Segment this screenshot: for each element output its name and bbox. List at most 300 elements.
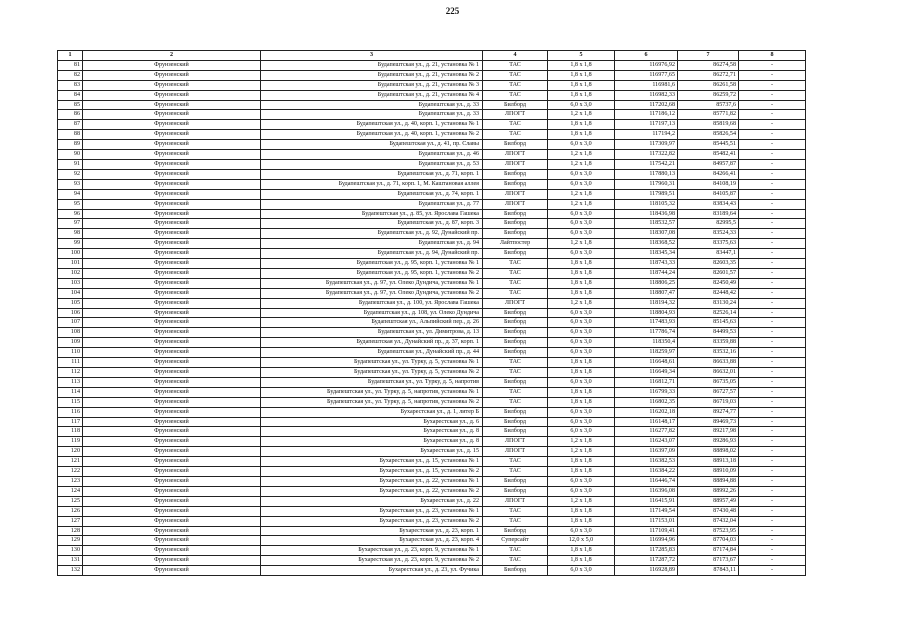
- structure-type-cell: Билборд: [483, 526, 548, 536]
- size-cell: 6,0 х 3,0: [548, 486, 615, 496]
- row-number: 104: [58, 288, 83, 298]
- table-row: [58, 546, 806, 556]
- address-cell: Будапештская ул., д. 53: [261, 159, 483, 169]
- size-cell: 6,0 х 3,0: [548, 328, 615, 338]
- coordinate-x-cell: 117960,31: [615, 179, 678, 189]
- note-cell: -: [739, 209, 806, 219]
- table-row: [58, 239, 806, 249]
- coordinate-y-cell: 89274,77: [678, 407, 739, 417]
- structure-type-cell: ТАС: [483, 358, 548, 368]
- row-number: 124: [58, 486, 83, 496]
- table-row: [58, 70, 806, 80]
- note-cell: -: [739, 80, 806, 90]
- note-cell: -: [739, 368, 806, 378]
- coordinate-x-cell: 117197,13: [615, 120, 678, 130]
- size-cell: 1,2 х 1,8: [548, 189, 615, 199]
- column-header: 5: [548, 51, 615, 61]
- district-cell: Фрунзенский: [83, 179, 261, 189]
- address-cell: Бухарестская ул., д. 23, ул. Фучика: [261, 566, 483, 576]
- structure-type-cell: ТАС: [483, 546, 548, 556]
- address-cell: Будапештская ул., д. 33: [261, 110, 483, 120]
- district-cell: Фрунзенский: [83, 159, 261, 169]
- coordinate-y-cell: 84105,87: [678, 189, 739, 199]
- structure-type-cell: ТАС: [483, 80, 548, 90]
- row-number: 112: [58, 368, 83, 378]
- column-header: 1: [58, 51, 83, 61]
- row-number: 81: [58, 60, 83, 70]
- note-cell: -: [739, 536, 806, 546]
- table-row: [58, 189, 806, 199]
- size-cell: 1,8 х 1,8: [548, 70, 615, 80]
- coordinate-x-cell: 116802,35: [615, 397, 678, 407]
- coordinate-x-cell: 116396,08: [615, 486, 678, 496]
- row-number: 106: [58, 308, 83, 318]
- coordinate-y-cell: 85445,51: [678, 140, 739, 150]
- district-cell: Фрунзенский: [83, 546, 261, 556]
- table-row: [58, 318, 806, 328]
- note-cell: -: [739, 496, 806, 506]
- address-cell: Бухарестская ул., д. 22, установка № 1: [261, 476, 483, 486]
- district-cell: Фрунзенский: [83, 566, 261, 576]
- address-cell: Будапештская ул., д. 87, корп. 3: [261, 219, 483, 229]
- row-number: 131: [58, 556, 83, 566]
- coordinate-x-cell: 117786,74: [615, 328, 678, 338]
- note-cell: -: [739, 447, 806, 457]
- size-cell: 1,8 х 1,8: [548, 368, 615, 378]
- district-cell: Фрунзенский: [83, 447, 261, 457]
- note-cell: -: [739, 150, 806, 160]
- note-cell: -: [739, 70, 806, 80]
- size-cell: 6,0 х 3,0: [548, 338, 615, 348]
- size-cell: 6,0 х 3,0: [548, 427, 615, 437]
- note-cell: -: [739, 308, 806, 318]
- size-cell: 1,2 х 1,8: [548, 496, 615, 506]
- coordinate-y-cell: 82526,14: [678, 308, 739, 318]
- table-row: [58, 417, 806, 427]
- column-header: 4: [483, 51, 548, 61]
- address-cell: Будапештская ул., д. 21, установка № 2: [261, 70, 483, 80]
- structure-type-cell: Билборд: [483, 338, 548, 348]
- row-number: 116: [58, 407, 83, 417]
- address-cell: Будапештская ул., д. 97, ул. Олеко Дундича, установка № 1: [261, 278, 483, 288]
- row-number: 83: [58, 80, 83, 90]
- table-row: [58, 288, 806, 298]
- note-cell: -: [739, 120, 806, 130]
- structure-type-cell: Лайтпостер: [483, 239, 548, 249]
- district-cell: Фрунзенский: [83, 259, 261, 269]
- district-cell: Фрунзенский: [83, 278, 261, 288]
- address-cell: Будапештская ул., д. 100, ул. Ярослава Гашека: [261, 298, 483, 308]
- address-cell: Будапештская ул., ул. Турку, д. 5, напротив: [261, 377, 483, 387]
- note-cell: -: [739, 437, 806, 447]
- structure-type-cell: ТАС: [483, 506, 548, 516]
- address-cell: Бухарестская ул., д. 23, установка № 2: [261, 516, 483, 526]
- table-row: [58, 457, 806, 467]
- size-cell: 6,0 х 3,0: [548, 229, 615, 239]
- address-cell: Будапештская ул., Дунайский пр., д. 44: [261, 348, 483, 358]
- row-number: 118: [58, 427, 83, 437]
- coordinate-x-cell: 116981,6: [615, 80, 678, 90]
- size-cell: 6,0 х 3,0: [548, 179, 615, 189]
- structure-type-cell: ТАС: [483, 397, 548, 407]
- table-row: [58, 199, 806, 209]
- address-cell: Будапештская ул., ул. Турку, д. 5, напротив, установка № 1: [261, 387, 483, 397]
- note-cell: -: [739, 387, 806, 397]
- address-cell: Будапештская ул., д. 92, Дунайский пр.: [261, 229, 483, 239]
- address-cell: Будапештская ул., д. 21, установка № 4: [261, 90, 483, 100]
- district-cell: Фрунзенский: [83, 407, 261, 417]
- structure-type-cell: ТАС: [483, 120, 548, 130]
- size-cell: 12,0 х 5,0: [548, 536, 615, 546]
- coordinate-y-cell: 84266,41: [678, 169, 739, 179]
- coordinate-x-cell: 116148,17: [615, 417, 678, 427]
- table-row: [58, 80, 806, 90]
- row-number: 84: [58, 90, 83, 100]
- table-row: [58, 150, 806, 160]
- row-number: 117: [58, 417, 83, 427]
- table-row: [58, 278, 806, 288]
- district-cell: Фрунзенский: [83, 397, 261, 407]
- table-row: [58, 90, 806, 100]
- row-number: 108: [58, 328, 83, 338]
- row-number: 115: [58, 397, 83, 407]
- size-cell: 6,0 х 3,0: [548, 526, 615, 536]
- coordinate-x-cell: 118105,32: [615, 199, 678, 209]
- note-cell: -: [739, 249, 806, 259]
- coordinate-x-cell: 116446,74: [615, 476, 678, 486]
- coordinate-y-cell: 86719,03: [678, 397, 739, 407]
- table-row: [58, 407, 806, 417]
- note-cell: -: [739, 278, 806, 288]
- size-cell: 1,8 х 1,8: [548, 120, 615, 130]
- row-number: 97: [58, 219, 83, 229]
- size-cell: 6,0 х 3,0: [548, 140, 615, 150]
- coordinate-y-cell: 89286,93: [678, 437, 739, 447]
- coordinate-y-cell: 84108,19: [678, 179, 739, 189]
- address-cell: Бухарестская ул., д. 6: [261, 417, 483, 427]
- size-cell: 6,0 х 3,0: [548, 348, 615, 358]
- note-cell: -: [739, 90, 806, 100]
- structure-type-cell: Билборд: [483, 100, 548, 110]
- structure-type-cell: ТАС: [483, 516, 548, 526]
- coordinate-x-cell: 116649,34: [615, 368, 678, 378]
- coordinate-x-cell: 118743,33: [615, 259, 678, 269]
- size-cell: 6,0 х 3,0: [548, 566, 615, 576]
- coordinate-y-cell: 87843,11: [678, 566, 739, 576]
- column-header: 3: [261, 51, 483, 61]
- size-cell: 1,2 х 1,8: [548, 110, 615, 120]
- structure-type-cell: Билборд: [483, 140, 548, 150]
- note-cell: -: [739, 457, 806, 467]
- row-number: 123: [58, 476, 83, 486]
- table-row: [58, 496, 806, 506]
- coordinate-y-cell: 83532,16: [678, 348, 739, 358]
- size-cell: 6,0 х 3,0: [548, 407, 615, 417]
- district-cell: Фрунзенский: [83, 110, 261, 120]
- advertising-structures-table: [57, 50, 806, 576]
- size-cell: 6,0 х 3,0: [548, 476, 615, 486]
- coordinate-y-cell: 88957,49: [678, 496, 739, 506]
- district-cell: Фрунзенский: [83, 70, 261, 80]
- table-row: [58, 397, 806, 407]
- note-cell: -: [739, 377, 806, 387]
- structure-type-cell: ТАС: [483, 387, 548, 397]
- row-number: 120: [58, 447, 83, 457]
- table-row: [58, 486, 806, 496]
- note-cell: -: [739, 239, 806, 249]
- district-cell: Фрунзенский: [83, 189, 261, 199]
- district-cell: Фрунзенский: [83, 199, 261, 209]
- note-cell: -: [739, 259, 806, 269]
- size-cell: 1,2 х 1,8: [548, 437, 615, 447]
- address-cell: Бухарестская ул., д. 22, установка № 2: [261, 486, 483, 496]
- district-cell: Фрунзенский: [83, 140, 261, 150]
- note-cell: -: [739, 407, 806, 417]
- size-cell: 6,0 х 3,0: [548, 249, 615, 259]
- structure-type-cell: ТАС: [483, 90, 548, 100]
- size-cell: 1,8 х 1,8: [548, 387, 615, 397]
- structure-type-cell: Билборд: [483, 229, 548, 239]
- coordinate-y-cell: 82603,35: [678, 259, 739, 269]
- coordinate-y-cell: 86632,01: [678, 368, 739, 378]
- structure-type-cell: ЛПОГТ: [483, 110, 548, 120]
- note-cell: -: [739, 358, 806, 368]
- size-cell: 6,0 х 3,0: [548, 377, 615, 387]
- district-cell: Фрунзенский: [83, 229, 261, 239]
- address-cell: Будапештская ул., д. 40, корп. 1, установка № 2: [261, 130, 483, 140]
- structure-type-cell: ТАС: [483, 288, 548, 298]
- table-row: [58, 338, 806, 348]
- coordinate-x-cell: 116243,07: [615, 437, 678, 447]
- coordinate-x-cell: 118806,25: [615, 278, 678, 288]
- coordinate-x-cell: 117153,01: [615, 516, 678, 526]
- district-cell: Фрунзенский: [83, 90, 261, 100]
- coordinate-y-cell: 85819,68: [678, 120, 739, 130]
- coordinate-y-cell: 83834,43: [678, 199, 739, 209]
- size-cell: 1,8 х 1,8: [548, 259, 615, 269]
- size-cell: 1,8 х 1,8: [548, 60, 615, 70]
- district-cell: Фрунзенский: [83, 169, 261, 179]
- table-row: [58, 536, 806, 546]
- row-number: 101: [58, 259, 83, 269]
- coordinate-x-cell: 116812,71: [615, 377, 678, 387]
- district-cell: Фрунзенский: [83, 288, 261, 298]
- coordinate-x-cell: 117483,93: [615, 318, 678, 328]
- coordinate-y-cell: 86735,05: [678, 377, 739, 387]
- structure-type-cell: Билборд: [483, 328, 548, 338]
- structure-type-cell: Билборд: [483, 407, 548, 417]
- note-cell: -: [739, 318, 806, 328]
- structure-type-cell: ЛПОГТ: [483, 199, 548, 209]
- coordinate-x-cell: 118744,24: [615, 268, 678, 278]
- district-cell: Фрунзенский: [83, 100, 261, 110]
- coordinate-x-cell: 116799,33: [615, 387, 678, 397]
- size-cell: 1,2 х 1,8: [548, 239, 615, 249]
- structure-type-cell: ЛПОГТ: [483, 298, 548, 308]
- table-row: [58, 437, 806, 447]
- note-cell: -: [739, 268, 806, 278]
- table-row: [58, 159, 806, 169]
- structure-type-cell: Билборд: [483, 417, 548, 427]
- district-cell: Фрунзенский: [83, 268, 261, 278]
- district-cell: Фрунзенский: [83, 437, 261, 447]
- coordinate-x-cell: 118194,32: [615, 298, 678, 308]
- coordinate-y-cell: 83359,88: [678, 338, 739, 348]
- table-row: [58, 130, 806, 140]
- district-cell: Фрунзенский: [83, 328, 261, 338]
- row-number: 82: [58, 70, 83, 80]
- address-cell: Будапештская ул., д. 40, корп. 1, установка № 1: [261, 120, 483, 130]
- address-cell: Будапештская ул., д. 97, ул. Олеко Дундича, установка № 2: [261, 288, 483, 298]
- note-cell: -: [739, 60, 806, 70]
- structure-type-cell: Билборд: [483, 427, 548, 437]
- district-cell: Фрунзенский: [83, 526, 261, 536]
- district-cell: Фрунзенский: [83, 536, 261, 546]
- coordinate-y-cell: 87173,67: [678, 556, 739, 566]
- coordinate-x-cell: 117186,12: [615, 110, 678, 120]
- coordinate-y-cell: 89469,73: [678, 417, 739, 427]
- district-cell: Фрунзенский: [83, 209, 261, 219]
- coordinate-y-cell: 82601,57: [678, 268, 739, 278]
- size-cell: 6,0 х 3,0: [548, 209, 615, 219]
- structure-type-cell: ТАС: [483, 467, 548, 477]
- note-cell: -: [739, 486, 806, 496]
- row-number: 102: [58, 268, 83, 278]
- size-cell: 1,8 х 1,8: [548, 467, 615, 477]
- district-cell: Фрунзенский: [83, 150, 261, 160]
- note-cell: -: [739, 110, 806, 120]
- table-row: [58, 60, 806, 70]
- size-cell: 1,8 х 1,8: [548, 278, 615, 288]
- coordinate-x-cell: 116277,82: [615, 427, 678, 437]
- district-cell: Фрунзенский: [83, 476, 261, 486]
- address-cell: Будапештская ул., д. 21, установка № 1: [261, 60, 483, 70]
- size-cell: 1,8 х 1,8: [548, 90, 615, 100]
- row-number: 94: [58, 189, 83, 199]
- note-cell: -: [739, 556, 806, 566]
- coordinate-y-cell: 88913,18: [678, 457, 739, 467]
- address-cell: Будапештская ул., Дунайский пр., д. 37, корп. 1: [261, 338, 483, 348]
- structure-type-cell: ТАС: [483, 268, 548, 278]
- table-row: [58, 268, 806, 278]
- row-number: 89: [58, 140, 83, 150]
- row-number: 105: [58, 298, 83, 308]
- address-cell: Бухарестская ул., д. 23, корп. 9, установка № 1: [261, 546, 483, 556]
- coordinate-y-cell: 85482,41: [678, 150, 739, 160]
- note-cell: -: [739, 427, 806, 437]
- address-cell: Будапештская ул., д. 95, корп. 1, установка № 1: [261, 259, 483, 269]
- address-cell: Бухарестская ул., д. 23, корп. 1: [261, 526, 483, 536]
- district-cell: Фрунзенский: [83, 457, 261, 467]
- coordinate-x-cell: 116994,96: [615, 536, 678, 546]
- coordinate-x-cell: 118436,98: [615, 209, 678, 219]
- row-number: 132: [58, 566, 83, 576]
- size-cell: 1,8 х 1,8: [548, 457, 615, 467]
- table-row: [58, 348, 806, 358]
- coordinate-x-cell: 118804,93: [615, 308, 678, 318]
- address-cell: Будапештская ул., д. 95, корп. 1, установка № 2: [261, 268, 483, 278]
- address-cell: Будапештская ул., ул. Турку, д. 5, напротив, установка № 2: [261, 397, 483, 407]
- size-cell: 1,8 х 1,8: [548, 130, 615, 140]
- coordinate-y-cell: 86259,72: [678, 90, 739, 100]
- coordinate-y-cell: 89217,98: [678, 427, 739, 437]
- coordinate-x-cell: 117989,51: [615, 189, 678, 199]
- district-cell: Фрунзенский: [83, 516, 261, 526]
- table-header-row: [58, 51, 806, 61]
- table-row: [58, 219, 806, 229]
- page-number: 225: [445, 6, 460, 16]
- coordinate-x-cell: 117149,54: [615, 506, 678, 516]
- address-cell: Бухарестская ул., д. 15, установка № 2: [261, 467, 483, 477]
- row-number: 129: [58, 536, 83, 546]
- coordinate-y-cell: 83524,33: [678, 229, 739, 239]
- coordinate-x-cell: 118368,52: [615, 239, 678, 249]
- coordinate-y-cell: 86633,88: [678, 358, 739, 368]
- address-cell: Будапештская ул., д. 71, корп. 1, М. Каштановая аллея: [261, 179, 483, 189]
- coordinate-x-cell: 117287,72: [615, 556, 678, 566]
- size-cell: 1,2 х 1,8: [548, 150, 615, 160]
- coordinate-y-cell: 82448,42: [678, 288, 739, 298]
- structure-type-cell: Билборд: [483, 169, 548, 179]
- coordinate-y-cell: 85737,6: [678, 100, 739, 110]
- coordinate-x-cell: 117309,97: [615, 140, 678, 150]
- size-cell: 6,0 х 3,0: [548, 169, 615, 179]
- row-number: 86: [58, 110, 83, 120]
- table-row: [58, 249, 806, 259]
- district-cell: Фрунзенский: [83, 496, 261, 506]
- note-cell: -: [739, 476, 806, 486]
- size-cell: 1,8 х 1,8: [548, 516, 615, 526]
- size-cell: 1,2 х 1,8: [548, 159, 615, 169]
- row-number: 103: [58, 278, 83, 288]
- coordinate-x-cell: 117194,2: [615, 130, 678, 140]
- address-cell: Будапештская ул., д. 41, пр. Славы: [261, 140, 483, 150]
- note-cell: -: [739, 189, 806, 199]
- note-cell: -: [739, 516, 806, 526]
- structure-type-cell: Билборд: [483, 486, 548, 496]
- structure-type-cell: Билборд: [483, 308, 548, 318]
- structure-type-cell: ТАС: [483, 259, 548, 269]
- row-number: 127: [58, 516, 83, 526]
- note-cell: -: [739, 219, 806, 229]
- coordinate-y-cell: 88910,09: [678, 467, 739, 477]
- structure-type-cell: Билборд: [483, 179, 548, 189]
- size-cell: 6,0 х 3,0: [548, 100, 615, 110]
- coordinate-y-cell: 88992,26: [678, 486, 739, 496]
- structure-type-cell: ТАС: [483, 130, 548, 140]
- coordinate-y-cell: 86274,58: [678, 60, 739, 70]
- address-cell: Будапештская ул., ул. Турку, д. 5, установка № 1: [261, 358, 483, 368]
- coordinate-y-cell: 83447,1: [678, 249, 739, 259]
- structure-type-cell: ТАС: [483, 556, 548, 566]
- district-cell: Фрунзенский: [83, 308, 261, 318]
- structure-type-cell: ЛПОГТ: [483, 496, 548, 506]
- row-number: 85: [58, 100, 83, 110]
- coordinate-x-cell: 116384,22: [615, 467, 678, 477]
- row-number: 98: [58, 229, 83, 239]
- note-cell: -: [739, 179, 806, 189]
- row-number: 125: [58, 496, 83, 506]
- address-cell: Будапештская ул., д. 71, корп. 1: [261, 169, 483, 179]
- row-number: 87: [58, 120, 83, 130]
- district-cell: Фрунзенский: [83, 348, 261, 358]
- address-cell: Бухарестская ул., д. 23, установка № 1: [261, 506, 483, 516]
- table-row: [58, 566, 806, 576]
- row-number: 93: [58, 179, 83, 189]
- address-cell: Будапештская ул., д. 74, корп. 1: [261, 189, 483, 199]
- column-header: 6: [615, 51, 678, 61]
- table-row: [58, 209, 806, 219]
